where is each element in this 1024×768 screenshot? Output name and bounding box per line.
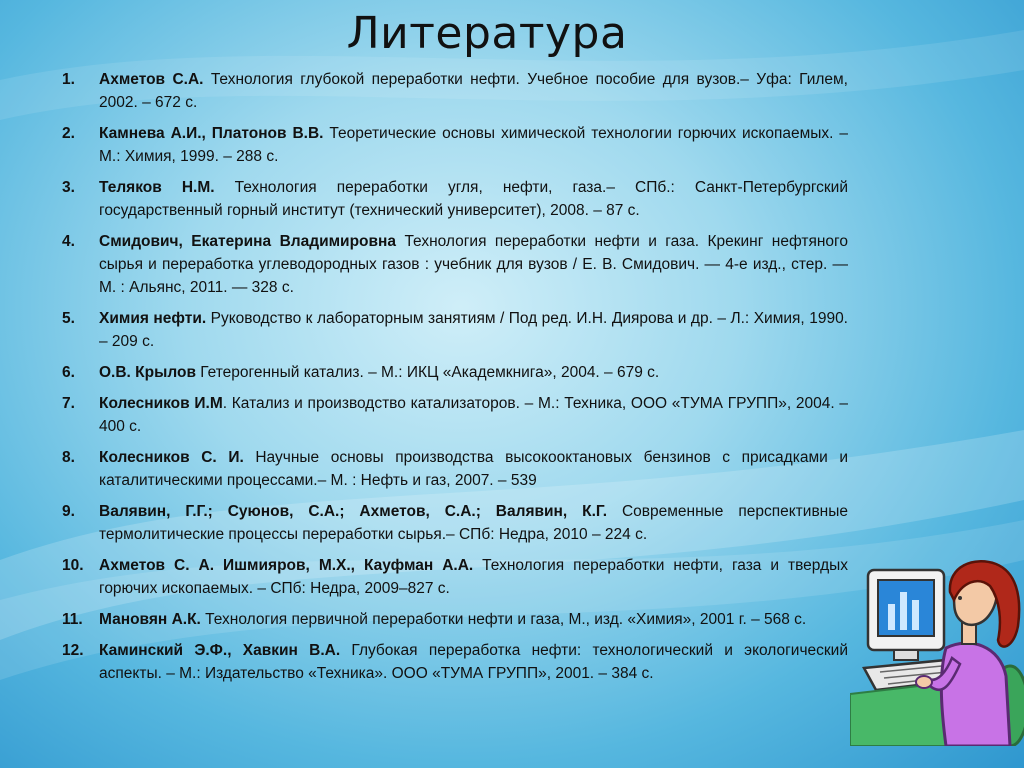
reference-number: 7. <box>62 395 75 412</box>
reference-item <box>62 608 848 631</box>
reference-author: Ахметов С.А. <box>99 71 204 88</box>
reference-number: 5. <box>62 310 75 327</box>
reference-item <box>62 361 848 384</box>
reference-text: Технология переработки нефти, газа и твердых горючих ископаемых. – СПб: Недра, 2009–827 с. <box>99 557 848 597</box>
reference-item <box>62 392 848 438</box>
reference-author: Валявин, Г.Г.; Суюнов, С.А.; Ахметов, С.А.; Валявин, К.Г. <box>99 503 608 520</box>
reference-number: 2. <box>62 125 75 142</box>
reference-item <box>62 68 848 114</box>
reference-text: Глубокая переработка нефти: технологический и экологический аспекты. – М.: Издательство «Техника». ООО «ТУМА ГРУПП», 2001. – 384 с. <box>99 642 848 682</box>
reference-number: 1. <box>62 71 75 88</box>
reference-item <box>62 230 848 299</box>
reference-author: Ахметов С. А. Ишмияров, М.Х., Кауфман А.А. <box>99 557 474 574</box>
reference-author: Теляков Н.М. <box>99 179 215 196</box>
reference-text: Гетерогенный катализ. – М.: ИКЦ «Академкнига», 2004. – 679 с. <box>195 364 660 381</box>
reference-number: 6. <box>62 364 75 381</box>
slide-title: Литература <box>346 8 628 59</box>
reference-item <box>62 122 848 168</box>
reference-number: 9. <box>62 503 75 520</box>
reference-author: Колесников И.М <box>99 395 223 412</box>
reference-number: 4. <box>62 233 75 250</box>
reference-number: 3. <box>62 179 75 196</box>
reference-author: Каминский Э.Ф., Хавкин В.А. <box>99 642 341 659</box>
reference-author: Химия нефти. <box>99 310 207 327</box>
reference-text: Современные перспективные термолитические процессы переработки сырья.– СПб: Недра, 2010 – 224 с. <box>99 503 848 543</box>
reference-item <box>62 176 848 222</box>
reference-author: Колесников С. И. <box>99 449 244 466</box>
reference-number: 11. <box>62 611 83 628</box>
reference-item <box>62 446 848 492</box>
reference-text: Технология первичной переработки нефти и газа, М., изд. «Химия», 2001 г. – 568 с. <box>200 611 807 628</box>
reference-item <box>62 639 848 685</box>
reference-list <box>62 68 848 693</box>
reference-author: Камнева А.И., Платонов В.В. <box>99 125 324 142</box>
woman-at-computer-icon <box>850 556 1024 746</box>
reference-item <box>62 554 848 600</box>
reference-item <box>62 307 848 353</box>
reference-text: Технология глубокой переработки нефти. Учебное пособие для вузов.– Уфа: Гилем, 2002. – 672 с. <box>99 71 848 111</box>
reference-number: 8. <box>62 449 75 466</box>
reference-text: Технология переработки угля, нефти, газа.– СПб.: Санкт-Петербургский государственный горный институт (технический университет), 2008. – 87 с. <box>99 179 848 219</box>
reference-text: Технология переработки нефти и газа. Крекинг нефтяного сырья и переработка углеводородных газов : учебник для вузов / Е. В. Смидович. — 4-е изд., стер. — М. : Альянс, 2011. — 328 с. <box>99 233 848 296</box>
reference-text: Руководство к лабораторным занятиям / Под ред. И.Н. Диярова и др. – Л.: Химия, 1990. – 209 с. <box>99 310 848 350</box>
reference-item <box>62 500 848 546</box>
reference-author: Мановян А.К. <box>99 611 201 628</box>
reference-text: . Катализ и производство катализаторов. – М.: Техника, ООО «ТУМА ГРУПП», 2004. – 400 с. <box>99 395 848 435</box>
reference-text: Теоретические основы химической технологии горючих ископаемых. – М.: Химия, 1999. – 288 с. <box>99 125 848 165</box>
reference-author: О.В. Крылов <box>99 364 196 381</box>
reference-text: Научные основы производства высокооктановых бензинов с присадками и каталитическими процессами.– М. : Нефть и газ, 2007. – 539 <box>99 449 848 489</box>
reference-author: Смидович, Екатерина Владимировна <box>99 233 397 250</box>
reference-number: 10. <box>62 557 84 574</box>
reference-number: 12. <box>62 642 84 659</box>
